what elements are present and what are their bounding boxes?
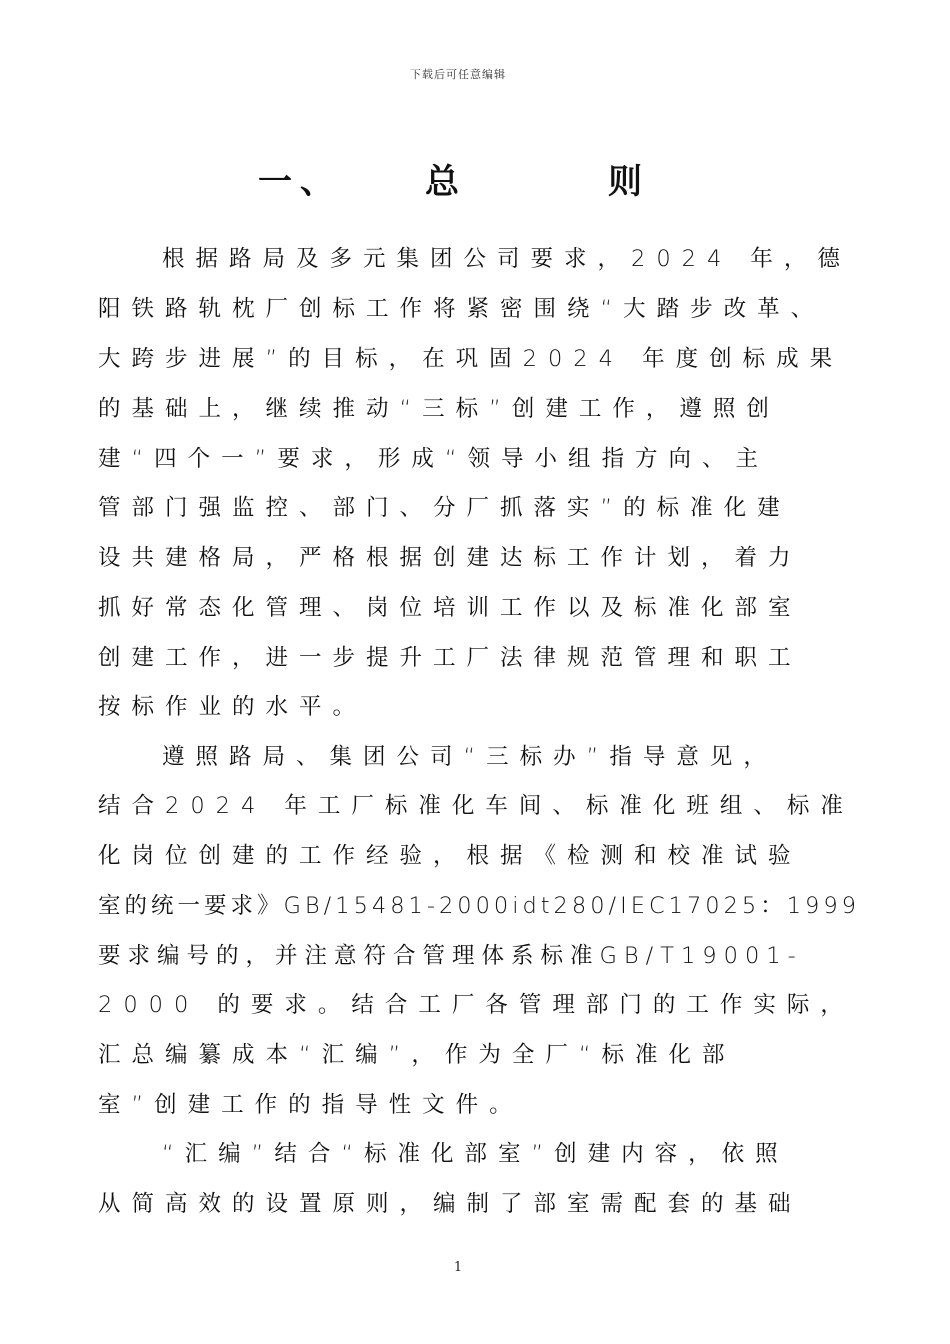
body-line: 建“四个一”要求，形成“领导小组指方向、主 [98,446,769,472]
body-line: 抓好常态化管理、岗位培训工作以及标准化部室 [98,595,802,621]
body-line: 的基础上，继续推动“三标”创建工作，遵照创 [98,396,780,422]
body-line: 2000 的要求。结合工厂各管理部门的工作实际， [98,992,854,1018]
body-line: 要求编号的，并注意符合管理体系标准GB/T19001- [98,943,803,969]
body-line: 根据路局及多元集团公司要求，2024 年，德 [162,246,851,272]
body-line: 室的统一要求》GB/15481-2000idt280/IEC17025：1999 [98,893,860,919]
section-title [0,160,950,210]
header-note: 下载后可任意编辑 [410,68,506,81]
body-line: 管部门强监控、部门、分厂抓落实”的标准化建 [98,495,791,521]
body-line: 汇总编纂成本“汇编”，作为全厂“标准化部 [98,1042,736,1068]
body-line: 结合2024 年工厂标准化车间、标准化班组、标准 [98,793,854,819]
body-line: 阳铁路轨枕厂创标工作将紧密围绕“大踏步改革、 [98,296,825,322]
body-line: 设共建格局，严格根据创建达标工作计划，着力 [98,545,802,571]
title-part-4: 则 [608,162,642,202]
body-line: 遵照路局、集团公司“三标办”指导意见， [162,744,777,770]
body-line: 创建工作，进一步提升工厂法律规范管理和职工 [98,645,802,671]
page-number: 1 [453,1260,463,1275]
body-line: 化岗位创建的工作经验，根据《检测和校准试验 [98,843,802,869]
body-line: 室”创建工作的指导性文件。 [98,1092,523,1118]
body-line: 从简高效的设置原则，编制了部室需配套的基础 [98,1191,802,1217]
title-part-2: 、 [300,162,334,202]
title-part-3: 总 [425,162,459,202]
body-line: 按标作业的水平。 [98,694,367,720]
title-part-1: 一 [258,162,292,202]
body-line: 大跨步进展”的目标，在巩固2024 年度创标成果 [98,346,844,372]
body-line: “汇编”结合“标准化部室”创建内容，依照 [162,1141,789,1167]
